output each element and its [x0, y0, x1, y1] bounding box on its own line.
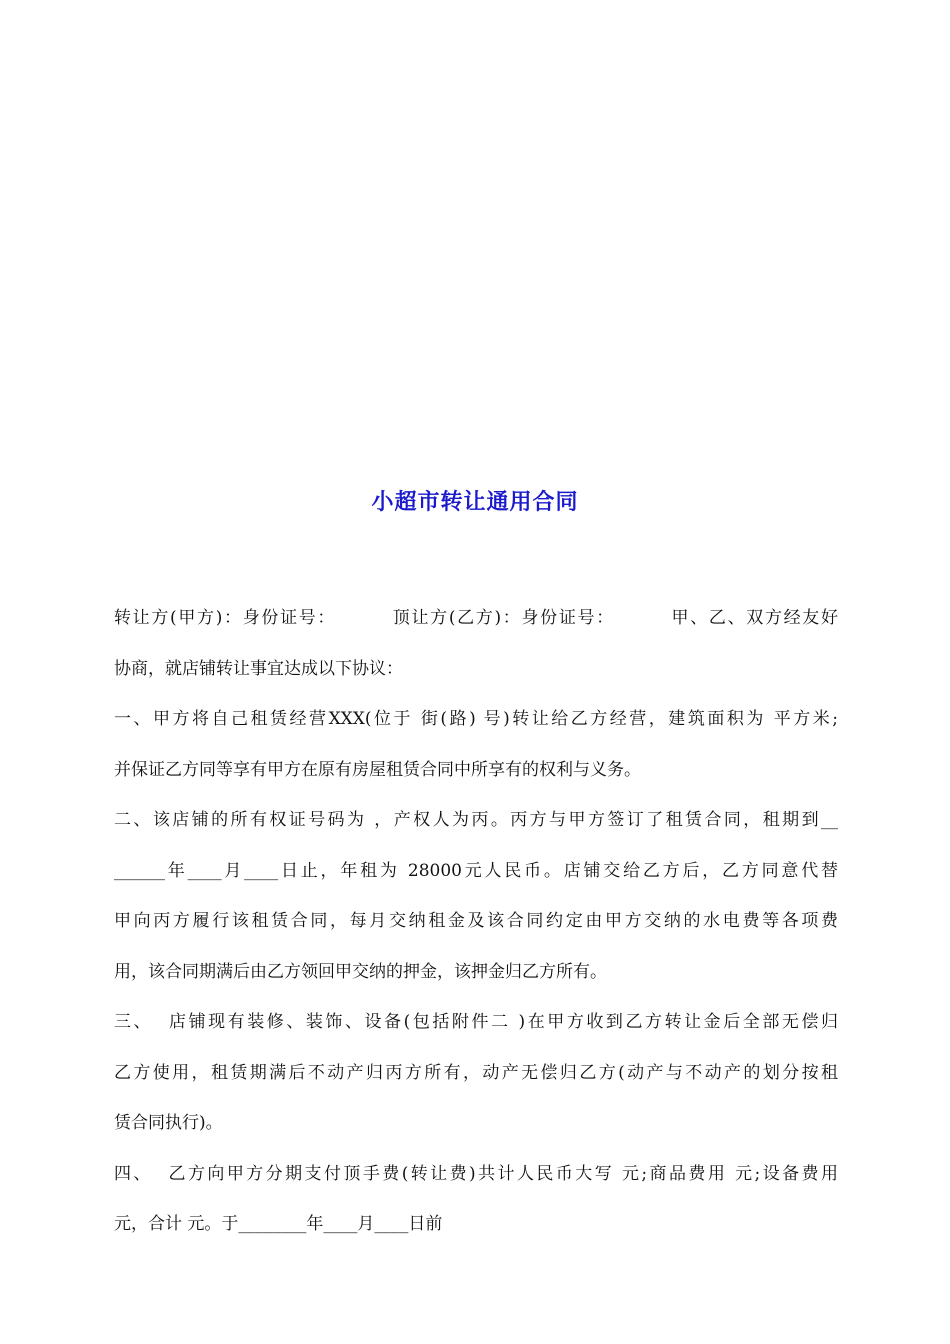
- body-line-6: ______年____月____日止，年租为 28000元人民币。店铺交给乙方后，乙方同意代替: [114, 860, 838, 881]
- body-line-10: 乙方使用，租赁期满后不动产归丙方所有，动产无偿归乙方(动产与不动产的划分按租: [114, 1062, 838, 1083]
- body-line-7: 甲向丙方履行该租赁合同，每月交纳租金及该合同约定由甲方交纳的水电费等各项费: [114, 911, 838, 931]
- body-line-9: 三、 店铺现有装修、装饰、设备(包括附件二 )在甲方收到乙方转让金后全部无偿归: [114, 1012, 838, 1032]
- body-line-2: 协商，就店铺转让事宜达成以下协议：: [114, 658, 403, 679]
- body-line-1: 转让方(甲方)：身份证号： 顶让方(乙方)：身份证号： 甲、乙、双方经友好: [114, 608, 838, 628]
- contract-body: [114, 600, 838, 1257]
- body-line-13: 元，合计 元。于________年____月____日前: [114, 1214, 443, 1234]
- body-line-11: 赁合同执行)。: [114, 1113, 223, 1133]
- body-line-8: 用，该合同期满后由乙方领回甲交纳的押金，该押金归乙方所有。: [114, 961, 607, 982]
- body-line-5: 二、该店铺的所有权证号码为 ，产权人为丙。丙方与甲方签订了租赁合同，租期到__: [114, 810, 838, 830]
- document-title: 小超市转让通用合同: [371, 490, 579, 515]
- body-line-3: 一、甲方将自己租赁经营XXX(位于 街(路) 号)转让给乙方经营，建筑面积为 平方米;: [114, 709, 838, 729]
- body-line-12: 四、 乙方向甲方分期支付顶手费(转让费)共计人民币大写 元;商品费用 元;设备费用: [114, 1163, 838, 1184]
- body-line-4: 并保证乙方同等享有甲方在原有房屋租赁合同中所享有的权利与义务。: [114, 759, 641, 780]
